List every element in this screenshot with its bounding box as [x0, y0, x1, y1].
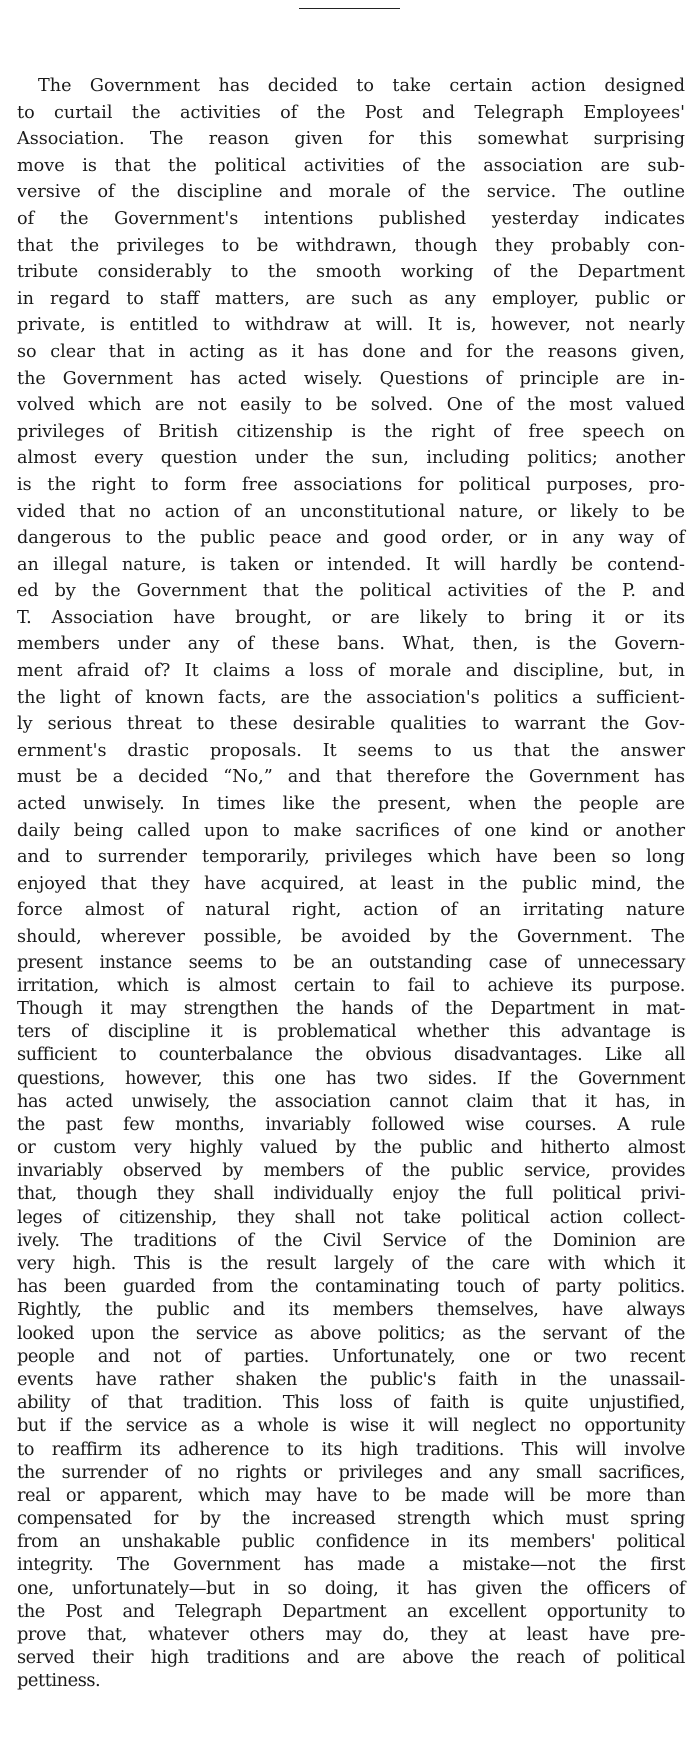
article-line: ability of that tradition. This loss of faith is quite unjustified,: [17, 1392, 685, 1414]
article-body-upper: [17, 73, 685, 951]
article-line: move is that the political activities of the association are sub-: [17, 155, 685, 176]
article-line: sufficient to counterbalance the obvious disadvantages. Like all: [17, 1044, 685, 1066]
article-line: private, is entitled to withdraw at will. It is, however, not nearly: [17, 315, 685, 336]
article-line: Though it may strengthen the hands of the Department in mat-: [17, 997, 685, 1019]
article-line: the surrender of no rights or privileges and any small sacrifices,: [17, 1461, 685, 1483]
article-line: T. Association have brought, or are likely to bring it or its: [17, 607, 685, 628]
article-line: must be a decided “No,” and that therefore the Government has: [17, 767, 685, 788]
article-line: real or apparent, which may have to be made will be more than: [17, 1484, 685, 1506]
article-line: vided that no action of an unconstitutional nature, or likely to be: [17, 501, 685, 522]
article-line: ed by the Government that the political activities of the P. and: [17, 581, 685, 602]
article-line: force almost of natural right, action of an irritating nature: [17, 900, 685, 921]
article-line: leges of citizenship, they shall not take political action collect-: [17, 1206, 685, 1228]
article-body-lower: [17, 951, 685, 1693]
article-line: of the Government's intentions published yesterday indicates: [17, 208, 685, 229]
article-line: from an unshakable public confidence in its members' political: [17, 1531, 685, 1553]
article-line: served their high traditions and are above the reach of political: [17, 1647, 685, 1669]
article-line: and to surrender temporarily, privileges which have been so long: [17, 847, 685, 868]
editorial-article: [17, 73, 685, 1693]
article-line: questions, however, this one has two sides. If the Government: [17, 1067, 685, 1089]
article-line: enjoyed that they have acquired, at least in the public mind, the: [17, 873, 685, 894]
article-line: an illegal nature, is taken or intended. It will hardly be contend-: [17, 554, 685, 575]
article-line: that the privileges to be withdrawn, though they probably con-: [17, 235, 685, 256]
article-line: the Post and Telegraph Department an excellent opportunity to: [17, 1600, 685, 1622]
article-line: integrity. The Government has made a mistake—not the first: [17, 1554, 685, 1576]
article-line: tribute considerably to the smooth working of the Department: [17, 262, 685, 283]
article-line: that, though they shall individually enjoy the full political privi-: [17, 1183, 685, 1205]
article-line: prove that, whatever others may do, they at least have pre-: [17, 1624, 685, 1646]
article-line: the past few months, invariably followed wise courses. A rule: [17, 1113, 685, 1135]
article-line: has acted unwisely, the association cannot claim that it has, in: [17, 1090, 685, 1112]
article-line: has been guarded from the contaminating touch of party politics.: [17, 1276, 685, 1298]
article-line: ly serious threat to these desirable qualities to warrant the Gov-: [17, 714, 685, 735]
article-line: looked upon the service as above politics; as the servant of the: [17, 1322, 685, 1344]
article-line: to reaffirm its adherence to its high traditions. This will involve: [17, 1438, 685, 1460]
article-line: ernment's drastic proposals. It seems to us that the answer: [17, 740, 685, 761]
article-line: is the right to form free associations for political purposes, pro-: [17, 474, 685, 495]
article-line: pettiness.: [17, 1670, 101, 1692]
article-line: one, unfortunately—but in so doing, it has given the officers of: [17, 1577, 685, 1599]
article-line: ively. The traditions of the Civil Service of the Dominion are: [17, 1229, 685, 1251]
article-line: events have rather shaken the public's faith in the unassail-: [17, 1368, 685, 1390]
top-rule-divider: [299, 8, 400, 9]
article-line: volved which are not easily to be solved. One of the most valued: [17, 395, 685, 416]
article-line: very high. This is the result largely of the care with which it: [17, 1253, 685, 1275]
article-line: acted unwisely. In times like the present, when the people are: [17, 794, 685, 815]
article-line: versive of the discipline and morale of the service. The outline: [17, 182, 685, 203]
article-line: present instance seems to be an outstanding case of unnecessary: [17, 951, 685, 973]
article-line: Rightly, the public and its members themselves, have always: [17, 1299, 685, 1321]
article-line: daily being called upon to make sacrifices of one kind or another: [17, 820, 685, 841]
article-line: ment afraid of? It claims a loss of morale and discipline, but, in: [17, 661, 685, 682]
article-line: or custom very highly valued by the public and hitherto almost: [17, 1137, 685, 1159]
article-line: almost every question under the sun, including politics; another: [17, 448, 685, 469]
article-line: in regard to staff matters, are such as any employer, public or: [17, 288, 685, 309]
article-line: should, wherever possible, be avoided by the Government. The: [17, 927, 685, 947]
article-line: privileges of British citizenship is the right of free speech on: [17, 421, 685, 442]
article-line: compensated for by the increased strength which must spring: [17, 1508, 685, 1530]
article-line: people and not of parties. Unfortunately, one or two recent: [17, 1345, 685, 1367]
article-line: Association. The reason given for this somewhat surprising: [17, 129, 685, 150]
article-line: so clear that in acting as it has done and for the reasons given,: [17, 341, 685, 362]
article-line: invariably observed by members of the public service, provides: [17, 1160, 685, 1182]
article-line: members under any of these bans. What, then, is the Govern-: [17, 634, 685, 655]
article-line: ters of discipline it is problematical whether this advantage is: [17, 1021, 685, 1043]
article-line: to curtail the activities of the Post and Telegraph Employees': [17, 102, 685, 123]
article-line: the Government has acted wisely. Questions of principle are in-: [17, 368, 685, 389]
article-line: The Government has decided to take certain action designed: [38, 76, 685, 96]
article-line: dangerous to the public peace and good order, or in any way of: [17, 528, 685, 549]
article-line: irritation, which is almost certain to fail to achieve its purpose.: [17, 974, 685, 996]
article-line: but if the service as a whole is wise it will neglect no opportunity: [17, 1415, 685, 1437]
article-line: the light of known facts, are the association's politics a sufficient-: [17, 687, 685, 708]
